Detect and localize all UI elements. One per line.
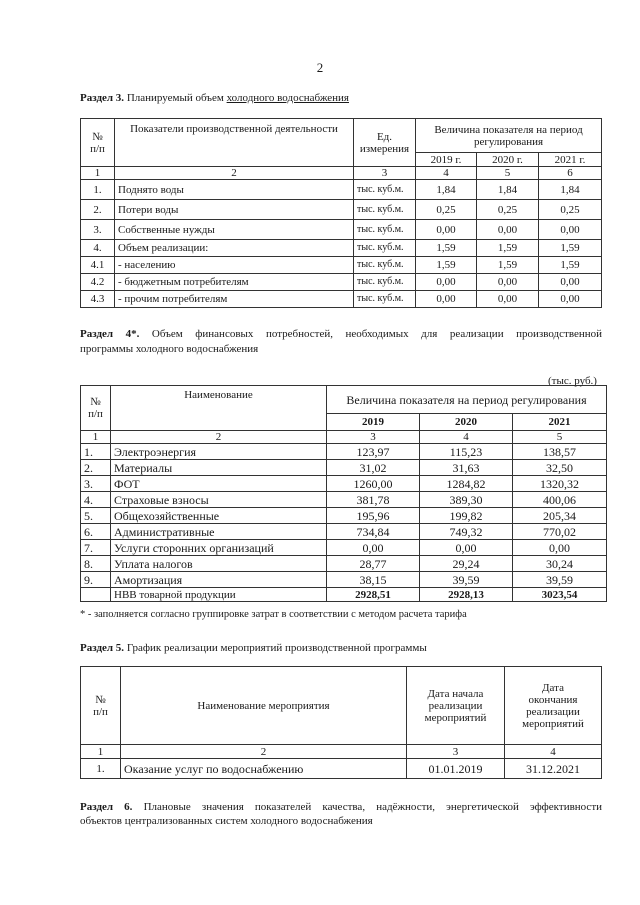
- section4-title-line1: Объем финансовых потребностей, необходимых для реализации производственной: [151, 328, 603, 340]
- table-cell: 38,15: [327, 572, 420, 588]
- table-cell: 115,23: [420, 444, 513, 460]
- table-cell: 199,82: [420, 508, 513, 524]
- section4-year-2021: 2021: [513, 414, 607, 431]
- section3-year-2019: 2019 г.: [416, 153, 477, 167]
- table-cell: 0,00: [416, 220, 477, 240]
- table-cell: 4.: [81, 492, 111, 508]
- table-cell: 1,59: [477, 240, 539, 257]
- table-cell: 3: [407, 745, 505, 759]
- section4-year-2019: 2019: [327, 414, 420, 431]
- section6-title-line2: объектов централизованных систем холодного водоснабжения: [80, 815, 373, 827]
- table-cell: тыс. куб.м.: [354, 240, 416, 257]
- table-cell: Объем реализации:: [115, 240, 354, 257]
- table-cell: 0,00: [416, 274, 477, 291]
- section3-header-num: № п/п: [81, 119, 115, 167]
- table-cell: 1.: [81, 444, 111, 460]
- section5-row: [81, 759, 602, 779]
- section5-table: [80, 666, 602, 779]
- table-cell: 1,59: [477, 257, 539, 274]
- table-cell: 4: [420, 431, 513, 444]
- table-cell: 8.: [81, 556, 111, 572]
- table-cell: 39,59: [513, 572, 607, 588]
- section3-table: [80, 118, 602, 308]
- table-cell: тыс. куб.м.: [354, 291, 416, 308]
- table-cell: 0,00: [420, 540, 513, 556]
- table-row: [81, 492, 607, 508]
- table-cell: 123,97: [327, 444, 420, 460]
- section3-year-2021: 2021 г.: [539, 153, 602, 167]
- section4-heading-line1: [80, 327, 602, 341]
- table-row: [81, 220, 602, 240]
- table-cell: 3: [354, 167, 416, 180]
- page-number: 2: [316, 60, 324, 75]
- section4-header-num: № п/п: [81, 386, 111, 431]
- table-cell: 1,59: [539, 257, 602, 274]
- table-cell: [81, 588, 111, 602]
- section5-header-row: [81, 667, 602, 745]
- table-cell: 749,32: [420, 524, 513, 540]
- table-cell: тыс. куб.м.: [354, 200, 416, 220]
- table-cell: Материалы: [111, 460, 327, 476]
- total-2019: 2928,51: [327, 588, 420, 602]
- table-cell: 4: [416, 167, 477, 180]
- table-cell: 6.: [81, 524, 111, 540]
- table-cell: 0,00: [539, 274, 602, 291]
- table-cell: 32,50: [513, 460, 607, 476]
- table-cell: 1,84: [416, 180, 477, 200]
- table-cell: Общехозяйственные: [111, 508, 327, 524]
- section4-units: (тыс. руб.): [548, 375, 597, 387]
- section6-label: Раздел 6.: [80, 801, 133, 813]
- total-label: НВВ товарной продукции: [111, 588, 327, 602]
- table-cell: 389,30: [420, 492, 513, 508]
- section6-heading-line1: [80, 800, 602, 814]
- table-cell: 0,00: [416, 291, 477, 308]
- table-cell: тыс. куб.м.: [354, 220, 416, 240]
- table-cell: тыс. куб.м.: [354, 257, 416, 274]
- table-cell: 4.2: [81, 274, 115, 291]
- table-row: [81, 274, 602, 291]
- section4-header-row: [81, 386, 607, 414]
- table-row: [81, 200, 602, 220]
- table-cell: 1: [81, 167, 115, 180]
- section4-header-name: Наименование: [111, 386, 327, 431]
- table-cell: 4.1: [81, 257, 115, 274]
- table-cell: 734,84: [327, 524, 420, 540]
- section3-header-value: Величина показателя на период регулирования: [416, 119, 602, 153]
- table-cell: 01.01.2019: [407, 759, 505, 779]
- table-row: [81, 476, 607, 492]
- table-row: [81, 291, 602, 308]
- table-cell: 0,00: [477, 220, 539, 240]
- table-cell: 1320,32: [513, 476, 607, 492]
- table-row: [81, 180, 602, 200]
- table-row: [81, 444, 607, 460]
- table-cell: Поднято воды: [115, 180, 354, 200]
- table-cell: Административные: [111, 524, 327, 540]
- section3-header-row: [81, 119, 602, 153]
- section3-title-b: холодного водоснабжения: [226, 92, 349, 104]
- table-cell: 0,00: [539, 220, 602, 240]
- table-cell: 0,25: [539, 200, 602, 220]
- table-cell: - населению: [115, 257, 354, 274]
- section4-header-value: Величина показателя на период регулирования: [327, 386, 607, 414]
- table-cell: Услуги сторонних организаций: [111, 540, 327, 556]
- table-cell: 31,63: [420, 460, 513, 476]
- section3-label: Раздел 3.: [80, 92, 125, 104]
- section3-header-unit: Ед. измерения: [354, 119, 416, 167]
- table-cell: 381,78: [327, 492, 420, 508]
- table-cell: 1,59: [539, 240, 602, 257]
- section5-label: Раздел 5.: [80, 642, 125, 654]
- table-row: [81, 240, 602, 257]
- table-cell: 29,24: [420, 556, 513, 572]
- table-cell: 3.: [81, 220, 115, 240]
- section5-index-row: [81, 745, 602, 759]
- table-cell: 195,96: [327, 508, 420, 524]
- total-2020: 2928,13: [420, 588, 513, 602]
- section5-header-start: Дата начала реализации мероприятий: [407, 667, 505, 745]
- table-cell: - прочим потребителям: [115, 291, 354, 308]
- section5-heading: [80, 641, 427, 655]
- table-cell: 1,59: [416, 257, 477, 274]
- table-row: [81, 572, 607, 588]
- table-cell: Собственные нужды: [115, 220, 354, 240]
- table-cell: Оказание услуг по водоснабжению: [121, 759, 407, 779]
- section5-header-end: Дата окончания реализации мероприятий: [505, 667, 602, 745]
- table-cell: 7.: [81, 540, 111, 556]
- table-row: [81, 508, 607, 524]
- table-cell: 0,25: [416, 200, 477, 220]
- table-cell: ФОТ: [111, 476, 327, 492]
- table-cell: 4.3: [81, 291, 115, 308]
- table-cell: Электроэнергия: [111, 444, 327, 460]
- table-cell: 1284,82: [420, 476, 513, 492]
- section4-table: [80, 385, 607, 602]
- total-2021: 3023,54: [513, 588, 607, 602]
- table-cell: 1,84: [477, 180, 539, 200]
- table-cell: 1,59: [416, 240, 477, 257]
- section4-total-row: [81, 588, 607, 602]
- table-cell: 0,00: [513, 540, 607, 556]
- table-row: [81, 460, 607, 476]
- table-row: [81, 524, 607, 540]
- table-cell: 2: [111, 431, 327, 444]
- table-cell: 1.: [81, 180, 115, 200]
- table-cell: 2.: [81, 200, 115, 220]
- table-cell: 2: [121, 745, 407, 759]
- table-cell: 39,59: [420, 572, 513, 588]
- table-row: [81, 540, 607, 556]
- table-cell: Страховые взносы: [111, 492, 327, 508]
- table-cell: 1260,00: [327, 476, 420, 492]
- table-row: [81, 257, 602, 274]
- table-cell: 28,77: [327, 556, 420, 572]
- table-cell: 2.: [81, 460, 111, 476]
- table-row: [81, 556, 607, 572]
- table-cell: - бюджетным потребителям: [115, 274, 354, 291]
- table-cell: 3.: [81, 476, 111, 492]
- table-cell: 1,84: [539, 180, 602, 200]
- table-cell: 5.: [81, 508, 111, 524]
- table-cell: 31,02: [327, 460, 420, 476]
- table-cell: 205,34: [513, 508, 607, 524]
- table-cell: Уплата налогов: [111, 556, 327, 572]
- section5-header-num: № п/п: [81, 667, 121, 745]
- table-cell: 1: [81, 745, 121, 759]
- section3-index-row: [81, 167, 602, 180]
- table-cell: 0,00: [477, 291, 539, 308]
- table-cell: 5: [513, 431, 607, 444]
- table-cell: 9.: [81, 572, 111, 588]
- section4-label: Раздел 4*.: [80, 328, 140, 340]
- section4-title-line2: программы холодного водоснабжения: [80, 343, 259, 355]
- section3-title-a: Планируемый объем: [126, 92, 224, 104]
- table-cell: 30,24: [513, 556, 607, 572]
- section4-year-2020: 2020: [420, 414, 513, 431]
- table-cell: 3: [327, 431, 420, 444]
- table-cell: 0,00: [539, 291, 602, 308]
- table-cell: 31.12.2021: [505, 759, 602, 779]
- section5-title: График реализации мероприятий производственной программы: [126, 642, 427, 654]
- table-cell: 400,06: [513, 492, 607, 508]
- table-cell: 138,57: [513, 444, 607, 460]
- table-cell: 1: [81, 431, 111, 444]
- table-cell: тыс. куб.м.: [354, 180, 416, 200]
- section5-header-name: Наименование мероприятия: [121, 667, 407, 745]
- table-cell: 0,25: [477, 200, 539, 220]
- table-cell: Потери воды: [115, 200, 354, 220]
- table-cell: 2: [115, 167, 354, 180]
- table-cell: 0,00: [477, 274, 539, 291]
- section4-footnote: * - заполняется согласно группировке затрат в соответствии с методом расчета тарифа: [80, 609, 467, 620]
- section3-heading: [80, 91, 349, 105]
- section3-year-2020: 2020 г.: [477, 153, 539, 167]
- table-cell: 6: [539, 167, 602, 180]
- section3-header-indicator: Показатели производственной деятельности: [115, 119, 354, 167]
- table-cell: Амортизация: [111, 572, 327, 588]
- table-cell: 4: [505, 745, 602, 759]
- table-cell: тыс. куб.м.: [354, 274, 416, 291]
- table-cell: 0,00: [327, 540, 420, 556]
- table-cell: 770,02: [513, 524, 607, 540]
- table-cell: 1.: [81, 759, 121, 779]
- table-cell: 4.: [81, 240, 115, 257]
- section4-index-row: [81, 431, 607, 444]
- section6-title-line1: Плановые значения показателей качества, надёжности, энергетической эффективности: [143, 801, 603, 813]
- table-cell: 5: [477, 167, 539, 180]
